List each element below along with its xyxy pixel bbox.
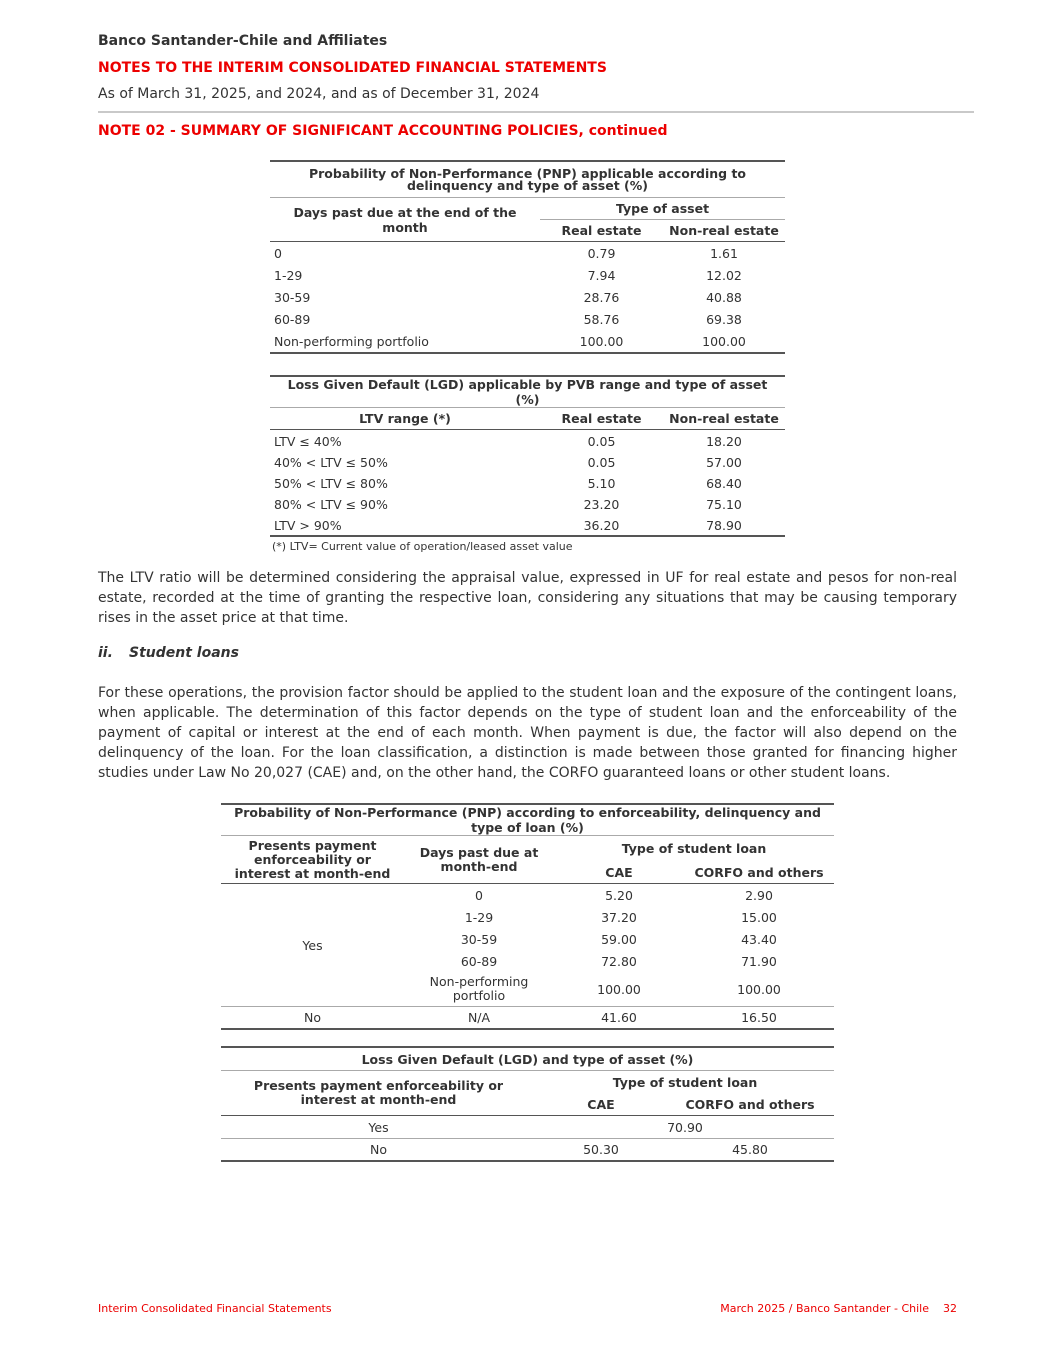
footer-right bbox=[720, 1302, 957, 1315]
student-loans-paragraph: For these operations, the provision factor should be applied to the student loan and the exposure of the contingent loans, when applicable. The determination of this factor depends on the type of student loan and the enforceability of the payment of capital or interest at the end of each month. When payment is due, the factor will also depend on the delinquency of the loan. For the loan classification, a distinction is made between those granted for financing higher studies under Law No 20,027 (CAE) and, on the other hand, the CORFO guaranteed loans or other student loans. bbox=[98, 685, 957, 781]
cell-value: 5.10 bbox=[587, 475, 616, 491]
row-days: Non-performing portfolio bbox=[404, 972, 554, 1007]
row-label: 0 bbox=[274, 245, 282, 261]
cell-value: 15.00 bbox=[741, 909, 777, 925]
cell-value: 59.00 bbox=[601, 931, 637, 947]
student-pnp-col-corfo: CORFO and others bbox=[684, 861, 834, 884]
pnp-asset-col-real-estate: Real estate bbox=[540, 220, 663, 242]
table-row bbox=[270, 473, 785, 493]
student-lgd-table bbox=[221, 1046, 834, 1162]
ltv-paragraph: The LTV ratio will be determined considering the appraisal value, expressed in UF for real estate and pesos for non-real estate, recorded at the time of granting the respective loan, considering any situations that may be causing temporary rises in the asset price at that time. bbox=[98, 570, 957, 626]
cell-value: 0.05 bbox=[587, 433, 616, 449]
row-label: 50% < LTV ≤ 80% bbox=[274, 475, 388, 491]
row-label: Non-performing portfolio bbox=[270, 330, 540, 353]
cell-value: 0.79 bbox=[587, 245, 616, 261]
cell-value: 100.00 bbox=[684, 972, 834, 1007]
row-label: LTV > 90% bbox=[270, 515, 540, 536]
table-row bbox=[270, 242, 785, 265]
table-row bbox=[270, 452, 785, 473]
row-label: 80% < LTV ≤ 90% bbox=[274, 496, 388, 512]
lgd-ltv-col-non-real-estate: Non-real estate bbox=[663, 408, 785, 430]
cell-value: 58.76 bbox=[583, 311, 620, 327]
table-row bbox=[270, 515, 785, 536]
student-pnp-title: Probability of Non-Performance (PNP) according to enforceability, delinquency and type of loan (%) bbox=[221, 804, 834, 836]
table-row bbox=[270, 493, 785, 515]
student-pnp-table bbox=[221, 803, 834, 1030]
cell-value: 100.00 bbox=[540, 330, 663, 353]
student-lgd-title: Loss Given Default (LGD) and type of asset (%) bbox=[221, 1047, 834, 1071]
cell-value: 18.20 bbox=[706, 433, 742, 449]
cell-value: 100.00 bbox=[554, 972, 684, 1007]
document-header bbox=[98, 30, 607, 105]
cell-value: 0.05 bbox=[587, 455, 616, 470]
cell-value: 71.90 bbox=[741, 953, 777, 969]
cell-value: 7.94 bbox=[587, 267, 616, 283]
lgd-ltv-col-real-estate: Real estate bbox=[540, 408, 663, 430]
lgd-ltv-row-header: LTV range (*) bbox=[270, 408, 540, 430]
row-label: 40% < LTV ≤ 50% bbox=[274, 455, 388, 470]
table-row bbox=[270, 308, 785, 330]
table-row bbox=[221, 884, 834, 907]
page-number: 32 bbox=[943, 1302, 957, 1315]
cell-value: 2.90 bbox=[745, 887, 773, 903]
pnp-asset-group-header: Type of asset bbox=[540, 198, 785, 220]
subheading-text: Student loans bbox=[129, 645, 239, 661]
table-row bbox=[270, 330, 785, 353]
subheading-number: ii. bbox=[98, 645, 113, 661]
cell-value: 45.80 bbox=[666, 1139, 834, 1162]
table-row bbox=[221, 1007, 834, 1030]
cell-value: 12.02 bbox=[706, 267, 742, 283]
pnp-asset-table bbox=[270, 160, 785, 354]
pnp-asset-row-header: Days past due at the end of the month bbox=[270, 198, 540, 242]
student-lgd-col-corfo: CORFO and others bbox=[666, 1093, 834, 1116]
company-name: Banco Santander-Chile and Affiliates bbox=[98, 33, 388, 49]
cell-value: 69.38 bbox=[706, 311, 742, 327]
student-pnp-col-days: Days past due at month-end bbox=[404, 836, 554, 884]
lgd-ltv-table bbox=[270, 375, 785, 537]
cell-value: 28.76 bbox=[583, 289, 620, 305]
student-lgd-group-header: Type of student loan bbox=[612, 1074, 758, 1090]
row-label-yes: Yes bbox=[221, 884, 404, 1007]
cell-value: 1.61 bbox=[710, 245, 738, 261]
student-pnp-group-header: Type of student loan bbox=[621, 841, 767, 856]
row-days: 1-29 bbox=[464, 909, 494, 925]
cell-value: 50.30 bbox=[536, 1139, 666, 1162]
row-label-no: No bbox=[221, 1139, 536, 1162]
cell-value: 68.40 bbox=[706, 475, 742, 491]
lgd-ltv-title: Loss Given Default (LGD) applicable by PVB range and type of asset (%) bbox=[270, 376, 785, 408]
row-label-yes: Yes bbox=[221, 1116, 536, 1139]
cell-value: 41.60 bbox=[554, 1007, 684, 1030]
row-label-no: No bbox=[221, 1007, 404, 1030]
as-of-date: As of March 31, 2025, and 2024, and as of December 31, 2024 bbox=[98, 86, 540, 102]
notes-title: NOTES TO THE INTERIM CONSOLIDATED FINANCIAL STATEMENTS bbox=[98, 60, 607, 76]
cell-value: 23.20 bbox=[583, 496, 620, 512]
cell-value: 43.40 bbox=[741, 931, 777, 947]
row-label: LTV ≤ 40% bbox=[274, 433, 342, 449]
cell-value: 16.50 bbox=[684, 1007, 834, 1030]
cell-value: 70.90 bbox=[536, 1116, 834, 1139]
row-label: 30-59 bbox=[274, 289, 311, 305]
row-days: 60-89 bbox=[460, 953, 498, 969]
student-pnp-col-enforceability: Presents payment enforceability or interest at month-end bbox=[221, 836, 404, 884]
student-loans-subheading bbox=[98, 645, 239, 661]
cell-value: 40.88 bbox=[706, 289, 742, 305]
ltv-footnote: (*) LTV= Current value of operation/leased asset value bbox=[272, 540, 573, 553]
pnp-asset-title: Probability of Non-Performance (PNP) applicable according to delinquency and type of asset (%) bbox=[270, 161, 785, 198]
table-row bbox=[270, 264, 785, 286]
cell-value: 36.20 bbox=[540, 515, 663, 536]
table-row bbox=[270, 286, 785, 308]
table-row bbox=[221, 1139, 834, 1162]
header-divider bbox=[98, 111, 974, 113]
footer-document-title: Interim Consolidated Financial Statements bbox=[98, 1302, 332, 1315]
cell-value: 100.00 bbox=[663, 330, 785, 353]
student-pnp-col-cae: CAE bbox=[554, 861, 684, 884]
cell-value: 5.20 bbox=[605, 887, 633, 903]
note-heading: NOTE 02 - SUMMARY OF SIGNIFICANT ACCOUNTING POLICIES, continued bbox=[98, 123, 668, 139]
cell-value: 57.00 bbox=[706, 455, 742, 470]
table-row bbox=[221, 1116, 834, 1139]
row-label: 60-89 bbox=[274, 311, 311, 327]
student-lgd-col-enforceability: Presents payment enforceability or interest at month-end bbox=[221, 1071, 536, 1116]
cell-value: 75.10 bbox=[706, 496, 742, 512]
cell-value: 78.90 bbox=[663, 515, 785, 536]
student-lgd-col-cae: CAE bbox=[536, 1093, 666, 1116]
cell-value: 72.80 bbox=[601, 953, 637, 969]
row-days: N/A bbox=[404, 1007, 554, 1030]
pnp-asset-col-non-real-estate: Non-real estate bbox=[663, 220, 785, 242]
row-days: 0 bbox=[475, 887, 483, 903]
row-days: 30-59 bbox=[460, 931, 498, 947]
cell-value: 37.20 bbox=[601, 909, 637, 925]
footer-edition: March 2025 / Banco Santander - Chile bbox=[720, 1302, 929, 1315]
table-row bbox=[270, 430, 785, 453]
row-label: 1-29 bbox=[274, 267, 303, 283]
